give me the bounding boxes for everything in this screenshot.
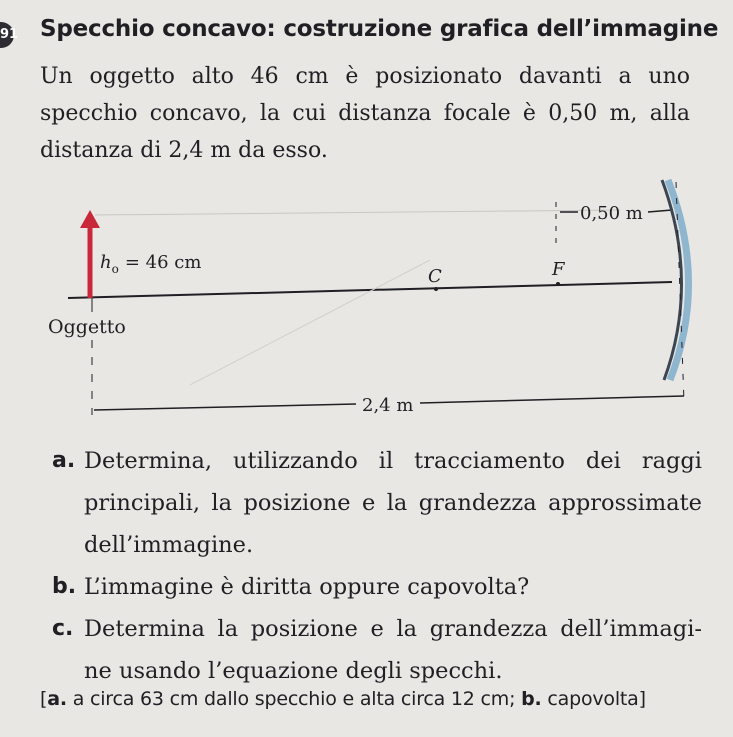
distance-dimension-line: [420, 396, 684, 403]
question-c: [52, 608, 702, 692]
question-a: [52, 440, 702, 566]
distance-dimension-line: [94, 404, 356, 410]
focus-point: [556, 282, 560, 286]
focus-label: F: [552, 259, 565, 280]
answer-text-a: a circa 63 cm dallo specchio e alta circa 12 cm;: [66, 688, 522, 710]
distance-label: 2,4 m: [362, 395, 414, 416]
question-line: Determina, utilizzando il tracciamento dei raggi: [84, 448, 702, 474]
question-letter: a.: [52, 448, 76, 473]
object-height-label: $h_o = 46$ cm: [100, 252, 202, 276]
guide-line: [190, 260, 430, 385]
intro-line: distanza di 2,4 m da esso.: [40, 138, 328, 163]
question-line: L’immagine è diritta oppure capovolta?: [84, 574, 530, 600]
optical-axis: [68, 282, 672, 298]
question-line: ne usando l’equazione degli specchi.: [84, 658, 503, 684]
answer-text-b: capovolta]: [541, 688, 646, 710]
object-label: Oggetto: [48, 316, 126, 338]
exercise-intro: [40, 58, 690, 169]
guide-line: [95, 210, 620, 215]
answer-letter-b: b.: [521, 688, 542, 710]
questions-list: [52, 440, 702, 692]
intro-line: Un oggetto alto 46 cm è posizionato davanti a uno: [40, 64, 690, 89]
object-arrow-head: [80, 210, 100, 228]
intro-line: specchio concavo, la cui distanza focale è 0,50 m, alla: [40, 101, 690, 126]
exercise-number-badge: 91: [0, 22, 14, 48]
center-of-curvature-label: C: [428, 266, 442, 287]
answer-open-bracket: [: [40, 688, 48, 710]
focal-dimension-line: [648, 210, 672, 212]
question-line: Determina la posizione e la grandezza dell’immagi-: [84, 616, 702, 642]
focal-length-label: 0,50 m: [580, 203, 643, 224]
question-letter: c.: [52, 616, 74, 641]
question-line: dell’immagine.: [84, 532, 254, 558]
center-of-curvature-point: [434, 287, 438, 291]
question-b: [52, 566, 702, 608]
answer-letter-a: a.: [47, 688, 67, 710]
exercise-title: Specchio concavo: costruzione grafica dell’immagine: [40, 16, 719, 42]
concave-mirror-diagram: [0, 170, 733, 430]
question-letter: b.: [52, 574, 77, 599]
question-line: principali, la posizione e la grandezza approssimate: [84, 490, 702, 516]
answer-key: [40, 688, 646, 710]
